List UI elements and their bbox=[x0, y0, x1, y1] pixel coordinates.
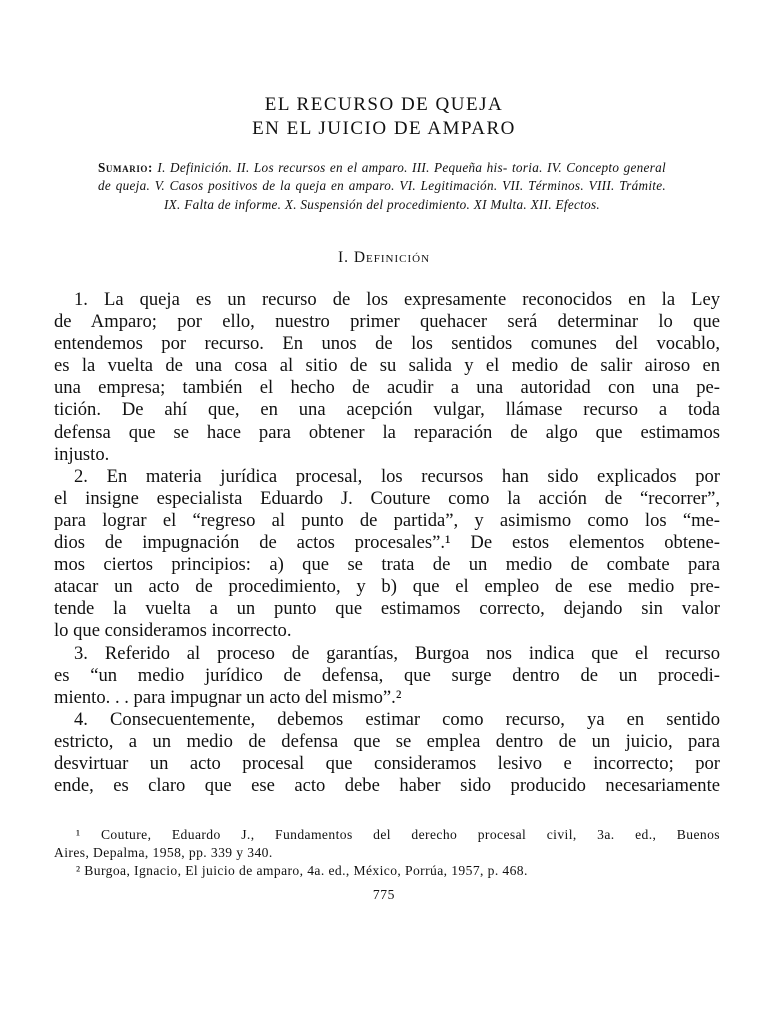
body-line: entendemos por recurso. En unos de los sentidos comunes del vocablo, bbox=[54, 333, 720, 355]
body-line: desvirtuar un acto procesal que consideramos lesivo e incorrecto; por bbox=[54, 752, 720, 774]
body-line: injusto. bbox=[54, 443, 110, 465]
body-line: 1. La queja es un recurso de los expresamente reconocidos en la Ley bbox=[74, 289, 720, 310]
body-line: lo que consideramos incorrecto. bbox=[54, 620, 292, 642]
body-line: defensa que se hace para obtener la reparación de algo que estimamos bbox=[54, 421, 720, 443]
summary-label: Sumario: bbox=[98, 160, 154, 175]
summary-line: I. Definición. II. Los recursos en el amparo. III. Pequeña his- bbox=[153, 160, 508, 175]
summary-line: toria. IV. Concepto general de queja. V. Casos positivos de la queja en bbox=[98, 160, 666, 194]
summary-line: informe. X. Suspensión del procedimiento. XI Multa. XII. Efectos. bbox=[234, 196, 601, 212]
body-line: ende, es claro que ese acto debe haber sido producido necesariamente bbox=[54, 775, 720, 797]
footnote-line: ² Burgoa, Ignacio, El juicio de amparo, 4a. ed., México, Porrúa, 1957, p. 468. bbox=[76, 863, 528, 878]
body-line: tición. De ahí que, en una acepción vulgar, llámase recurso a toda bbox=[54, 399, 720, 421]
body-line: estricto, a un medio de defensa que se emplea dentro de un juicio, para bbox=[54, 730, 720, 752]
body-line: para lograr el “regreso al punto de partida”, y asimismo como los “me- bbox=[54, 509, 720, 531]
title-line-2: EN EL JUICIO DE AMPARO bbox=[252, 118, 516, 139]
section-heading: I. Definición bbox=[337, 249, 431, 266]
body-line: miento. . . para impugnar un acto del mismo”.² bbox=[54, 686, 402, 708]
body-line: mos ciertos principios: a) que se trata de un medio de combate para bbox=[54, 554, 720, 576]
body-line: de Amparo; por ello, nuestro primer quehacer será determinar lo que bbox=[54, 311, 720, 333]
body-line: una empresa; también el hecho de acudir a una autoridad con una pe- bbox=[54, 377, 720, 399]
body-line: es “un medio jurídico de defensa, que surge dentro de un procedi- bbox=[54, 664, 720, 686]
summary-block bbox=[98, 159, 666, 214]
body-line: dios de impugnación de actos procesales”.¹ De estos elementos obtene- bbox=[54, 532, 720, 554]
page-number: 775 bbox=[372, 887, 396, 902]
body-line: el insigne especialista Eduardo J. Couture como la acción de “recorrer”, bbox=[54, 487, 720, 509]
body-text bbox=[54, 289, 720, 797]
body-line: atacar un acto de procedimiento, y b) que el empleo de ese medio pre- bbox=[54, 576, 720, 598]
footnote-line: ¹ Couture, Eduardo J., Fundamentos del derecho procesal civil, 3a. ed., Buenos bbox=[76, 827, 720, 842]
summary-line: amparo. VI. Legitimación. VII. Términos. VIII. Trámite. IX. Falta de bbox=[163, 178, 667, 212]
footnotes bbox=[54, 826, 720, 880]
footnote-line: Aires, Depalma, 1958, pp. 339 y 340. bbox=[54, 845, 273, 860]
body-line: 3. Referido al proceso de garantías, Burgoa nos indica que el recurso bbox=[74, 642, 720, 664]
body-line: tende la vuelta a un punto que estimamos correcto, dejando sin valor bbox=[54, 598, 720, 620]
body-line: 2. En materia jurídica procesal, los recursos han sido explicados por bbox=[74, 465, 720, 487]
body-line: es la vuelta de una cosa al sitio de su salida y el medio de salir airoso en bbox=[54, 355, 720, 377]
body-line: 4. Consecuentemente, debemos estimar como recurso, ya en sentido bbox=[74, 708, 720, 730]
title-line-1: EL RECURSO DE QUEJA bbox=[264, 94, 504, 115]
